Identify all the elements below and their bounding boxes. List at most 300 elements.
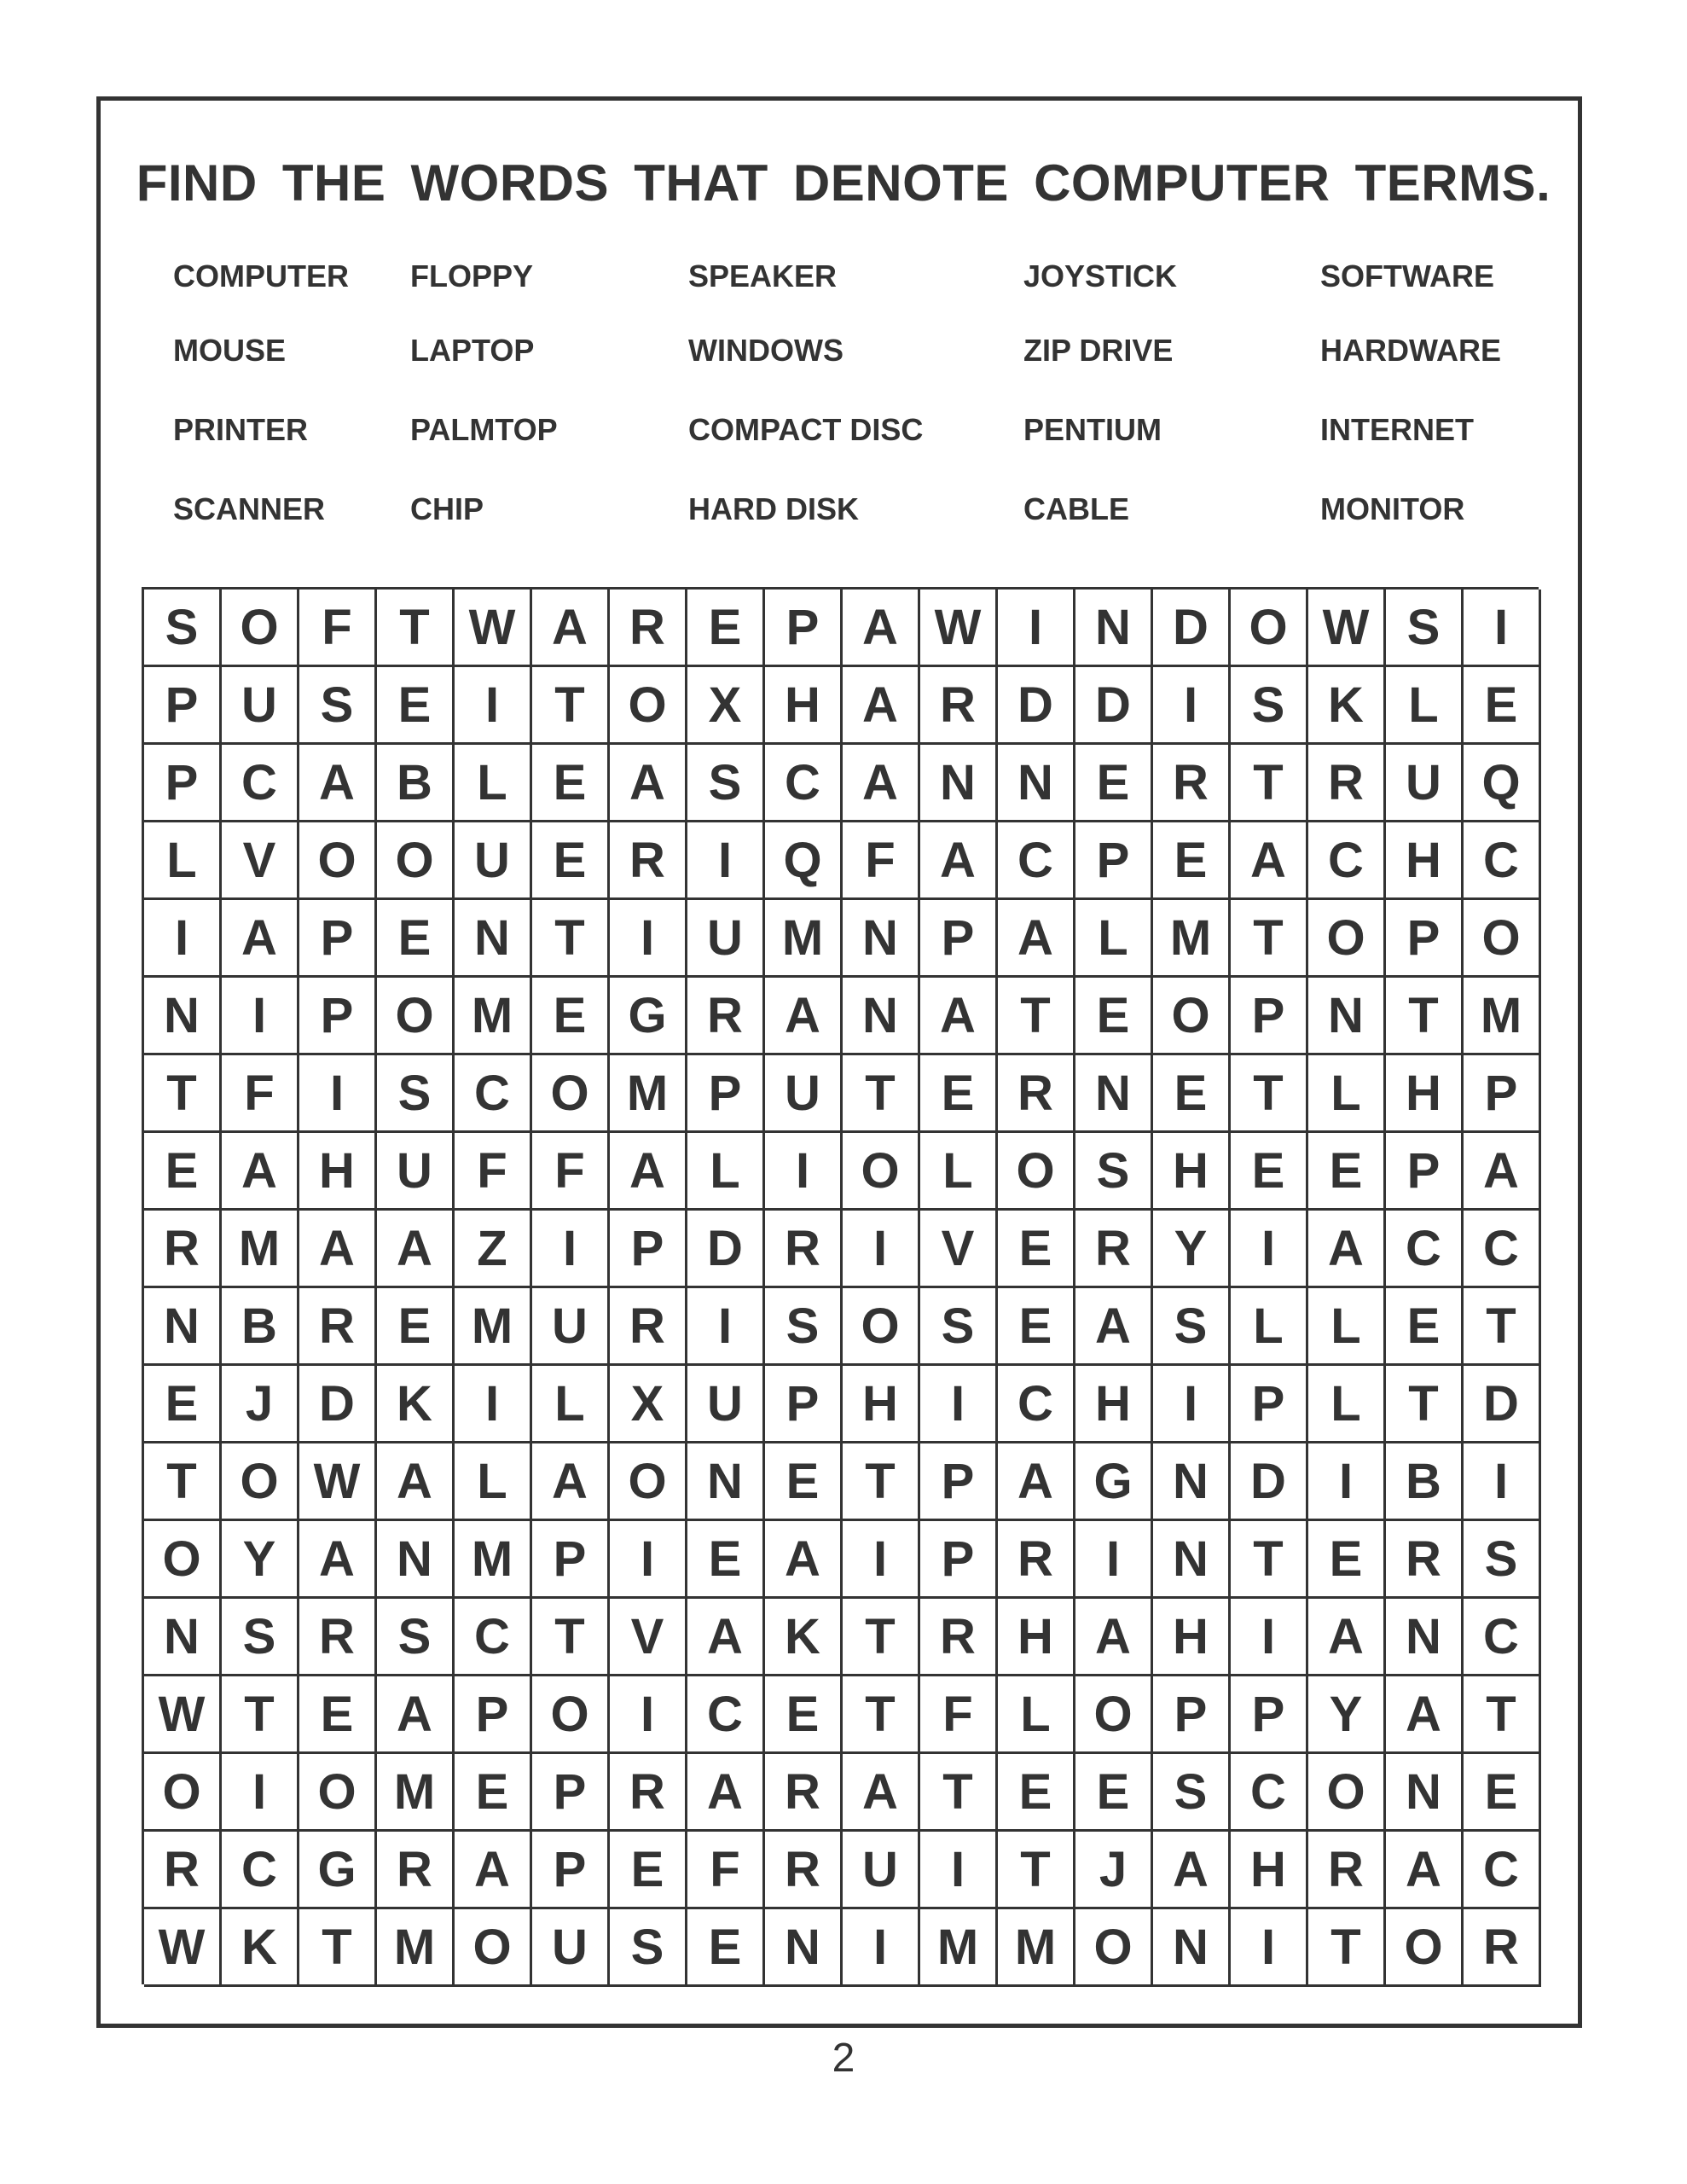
grid-cell: L xyxy=(920,1133,998,1211)
grid-cell: F xyxy=(843,822,920,900)
grid-cell: A xyxy=(687,1599,765,1676)
grid-cell: O xyxy=(144,1521,222,1599)
grid-cell: O xyxy=(843,1133,920,1211)
grid-cell: I xyxy=(610,900,687,978)
grid-cell: N xyxy=(1153,1521,1231,1599)
grid-cell: E xyxy=(920,1055,998,1133)
grid-cell: P xyxy=(1075,822,1153,900)
grid-cell: M xyxy=(455,1521,532,1599)
grid-cell: A xyxy=(843,1754,920,1832)
grid-cell: H xyxy=(299,1133,377,1211)
word-list-item: MOUSE xyxy=(173,333,287,368)
grid-cell: R xyxy=(610,1288,687,1366)
grid-cell: D xyxy=(1231,1443,1308,1521)
word-list-item: PENTIUM xyxy=(1023,412,1162,447)
grid-cell: O xyxy=(610,667,687,745)
grid-cell: A xyxy=(843,590,920,667)
grid-cell: M xyxy=(998,1909,1075,1987)
grid-cell: O xyxy=(222,1443,299,1521)
grid-cell: S xyxy=(377,1055,455,1133)
grid-cell: I xyxy=(843,1521,920,1599)
word-list-item: PALMTOP xyxy=(410,412,558,447)
grid-cell: O xyxy=(843,1288,920,1366)
grid-cell: A xyxy=(377,1211,455,1288)
grid-cell: D xyxy=(1075,667,1153,745)
grid-cell: N xyxy=(843,978,920,1055)
grid-cell: F xyxy=(222,1055,299,1133)
grid-cell: E xyxy=(1231,1133,1308,1211)
grid-cell: N xyxy=(377,1521,455,1599)
word-list-item: SOFTWARE xyxy=(1320,258,1494,293)
grid-cell: A xyxy=(920,822,998,900)
grid-cell: I xyxy=(843,1211,920,1288)
grid-cell: K xyxy=(765,1599,843,1676)
grid-cell: C xyxy=(1464,1211,1541,1288)
grid-cell: A xyxy=(687,1754,765,1832)
grid-cell: I xyxy=(1075,1521,1153,1599)
grid-cell: F xyxy=(532,1133,610,1211)
word-list-item: ZIP DRIVE xyxy=(1023,333,1174,368)
grid-cell: E xyxy=(998,1211,1075,1288)
grid-cell: I xyxy=(1153,667,1231,745)
grid-cell: F xyxy=(687,1832,765,1909)
grid-cell: N xyxy=(1075,590,1153,667)
grid-cell: L xyxy=(1308,1366,1386,1443)
grid-cell: T xyxy=(843,1676,920,1754)
grid-cell: S xyxy=(299,667,377,745)
grid-cell: P xyxy=(765,1366,843,1443)
grid-cell: W xyxy=(1308,590,1386,667)
grid-cell: S xyxy=(222,1599,299,1676)
grid-cell: R xyxy=(1308,1832,1386,1909)
grid-cell: W xyxy=(144,1909,222,1987)
grid-cell: R xyxy=(687,978,765,1055)
grid-cell: R xyxy=(299,1599,377,1676)
grid-cell: P xyxy=(1231,1676,1308,1754)
grid-cell: P xyxy=(920,900,998,978)
grid-cell: F xyxy=(920,1676,998,1754)
grid-cell: O xyxy=(1153,978,1231,1055)
grid-cell: S xyxy=(377,1599,455,1676)
grid-cell: A xyxy=(1386,1832,1464,1909)
grid-cell: P xyxy=(920,1521,998,1599)
grid-cell: E xyxy=(687,590,765,667)
grid-cell: U xyxy=(765,1055,843,1133)
grid-cell: I xyxy=(610,1521,687,1599)
grid-cell: A xyxy=(222,900,299,978)
word-list-item: CHIP xyxy=(410,491,484,526)
grid-cell: I xyxy=(687,1288,765,1366)
grid-cell: V xyxy=(610,1599,687,1676)
grid-cell: T xyxy=(144,1443,222,1521)
page-number: 2 xyxy=(832,2036,855,2081)
grid-cell: L xyxy=(1231,1288,1308,1366)
grid-cell: K xyxy=(222,1909,299,1987)
grid-cell: T xyxy=(144,1055,222,1133)
grid-cell: P xyxy=(687,1055,765,1133)
grid-cell: A xyxy=(532,590,610,667)
grid-cell: O xyxy=(222,590,299,667)
grid-cell: D xyxy=(1464,1366,1541,1443)
grid-cell: Y xyxy=(222,1521,299,1599)
grid-cell: C xyxy=(687,1676,765,1754)
grid-cell: H xyxy=(1153,1133,1231,1211)
grid-cell: L xyxy=(144,822,222,900)
grid-cell: E xyxy=(1153,822,1231,900)
grid-cell: N xyxy=(687,1443,765,1521)
grid-cell: S xyxy=(687,745,765,822)
grid-cell: M xyxy=(455,978,532,1055)
grid-cell: J xyxy=(222,1366,299,1443)
grid-cell: I xyxy=(687,822,765,900)
grid-cell: P xyxy=(455,1676,532,1754)
grid-cell: E xyxy=(144,1366,222,1443)
grid-cell: O xyxy=(377,978,455,1055)
grid-cell: N xyxy=(1153,1443,1231,1521)
grid-cell: R xyxy=(920,667,998,745)
grid-cell: E xyxy=(687,1909,765,1987)
grid-cell: C xyxy=(222,1832,299,1909)
grid-cell: X xyxy=(687,667,765,745)
grid-cell: H xyxy=(1153,1599,1231,1676)
grid-cell: E xyxy=(998,1754,1075,1832)
grid-cell: R xyxy=(144,1832,222,1909)
grid-cell: S xyxy=(1464,1521,1541,1599)
grid-cell: E xyxy=(377,900,455,978)
grid-cell: C xyxy=(998,1366,1075,1443)
grid-cell: P xyxy=(299,900,377,978)
word-list-item: SPEAKER xyxy=(688,258,838,293)
grid-cell: O xyxy=(998,1133,1075,1211)
grid-cell: G xyxy=(1075,1443,1153,1521)
grid-cell: A xyxy=(610,1133,687,1211)
grid-cell: A xyxy=(1075,1288,1153,1366)
grid-cell: A xyxy=(1464,1133,1541,1211)
word-list-item: JOYSTICK xyxy=(1023,258,1178,293)
grid-cell: P xyxy=(299,978,377,1055)
grid-cell: P xyxy=(610,1211,687,1288)
grid-cell: A xyxy=(920,978,998,1055)
grid-cell: A xyxy=(765,978,843,1055)
grid-cell: N xyxy=(144,978,222,1055)
grid-cell: O xyxy=(1075,1909,1153,1987)
grid-cell: Y xyxy=(1308,1676,1386,1754)
grid-cell: W xyxy=(144,1676,222,1754)
grid-cell: N xyxy=(144,1599,222,1676)
grid-cell: A xyxy=(299,1521,377,1599)
grid-cell: T xyxy=(998,978,1075,1055)
grid-cell: O xyxy=(1308,1754,1386,1832)
grid-cell: C xyxy=(455,1599,532,1676)
grid-cell: T xyxy=(532,900,610,978)
grid-cell: P xyxy=(532,1521,610,1599)
grid-cell: I xyxy=(765,1133,843,1211)
grid-cell: P xyxy=(1231,1366,1308,1443)
grid-cell: E xyxy=(1075,978,1153,1055)
grid-cell: B xyxy=(377,745,455,822)
grid-cell: O xyxy=(532,1055,610,1133)
grid-cell: A xyxy=(455,1832,532,1909)
grid-cell: M xyxy=(455,1288,532,1366)
grid-cell: E xyxy=(1464,667,1541,745)
grid-cell: O xyxy=(299,822,377,900)
grid-cell: L xyxy=(1386,667,1464,745)
grid-cell: L xyxy=(532,1366,610,1443)
grid-cell: H xyxy=(1231,1832,1308,1909)
grid-cell: P xyxy=(1231,978,1308,1055)
grid-cell: A xyxy=(1231,822,1308,900)
grid-cell: I xyxy=(920,1366,998,1443)
grid-cell: P xyxy=(1464,1055,1541,1133)
grid-cell: L xyxy=(455,745,532,822)
grid-cell: T xyxy=(1464,1288,1541,1366)
grid-cell: I xyxy=(1308,1443,1386,1521)
grid-cell: I xyxy=(1153,1366,1231,1443)
grid-cell: N xyxy=(1386,1599,1464,1676)
grid-cell: S xyxy=(610,1909,687,1987)
grid-cell: O xyxy=(1386,1909,1464,1987)
grid-cell: Q xyxy=(765,822,843,900)
grid-cell: U xyxy=(843,1832,920,1909)
grid-cell: Q xyxy=(1464,745,1541,822)
grid-cell: U xyxy=(222,667,299,745)
grid-cell: B xyxy=(1386,1443,1464,1521)
grid-cell: G xyxy=(610,978,687,1055)
grid-cell: E xyxy=(1308,1133,1386,1211)
grid-cell: M xyxy=(920,1909,998,1987)
grid-cell: S xyxy=(765,1288,843,1366)
word-list-item: MONITOR xyxy=(1320,491,1465,526)
grid-cell: C xyxy=(455,1055,532,1133)
grid-cell: A xyxy=(1386,1676,1464,1754)
word-list-item: LAPTOP xyxy=(410,333,535,368)
grid-cell: T xyxy=(1386,1366,1464,1443)
grid-cell: M xyxy=(222,1211,299,1288)
grid-cell: I xyxy=(299,1055,377,1133)
grid-cell: L xyxy=(1308,1288,1386,1366)
grid-cell: T xyxy=(998,1832,1075,1909)
grid-cell: O xyxy=(1464,900,1541,978)
grid-cell: R xyxy=(610,822,687,900)
grid-cell: U xyxy=(687,1366,765,1443)
grid-cell: I xyxy=(455,1366,532,1443)
grid-cell: I xyxy=(1231,1599,1308,1676)
grid-cell: R xyxy=(998,1521,1075,1599)
grid-cell: E xyxy=(144,1133,222,1211)
grid-cell: J xyxy=(1075,1832,1153,1909)
grid-cell: T xyxy=(222,1676,299,1754)
grid-cell: O xyxy=(532,1676,610,1754)
grid-cell: A xyxy=(843,745,920,822)
grid-cell: S xyxy=(1386,590,1464,667)
grid-cell: A xyxy=(532,1443,610,1521)
grid-cell: O xyxy=(610,1443,687,1521)
word-list-item: INTERNET xyxy=(1320,412,1474,447)
grid-cell: E xyxy=(455,1754,532,1832)
grid-cell: P xyxy=(920,1443,998,1521)
grid-cell: X xyxy=(610,1366,687,1443)
grid-cell: I xyxy=(222,1754,299,1832)
grid-cell: H xyxy=(1386,822,1464,900)
grid-cell: U xyxy=(532,1909,610,1987)
grid-cell: G xyxy=(299,1832,377,1909)
grid-cell: C xyxy=(998,822,1075,900)
grid-cell: P xyxy=(1153,1676,1231,1754)
grid-cell: L xyxy=(998,1676,1075,1754)
grid-cell: P xyxy=(532,1832,610,1909)
grid-cell: I xyxy=(998,590,1075,667)
grid-cell: M xyxy=(1464,978,1541,1055)
grid-cell: F xyxy=(455,1133,532,1211)
grid-cell: P xyxy=(144,745,222,822)
grid-cell: E xyxy=(1386,1288,1464,1366)
grid-cell: R xyxy=(1464,1909,1541,1987)
grid-cell: T xyxy=(843,1599,920,1676)
grid-cell: H xyxy=(843,1366,920,1443)
grid-cell: R xyxy=(1308,745,1386,822)
grid-cell: A xyxy=(299,1211,377,1288)
grid-cell: H xyxy=(765,667,843,745)
grid-cell: E xyxy=(299,1676,377,1754)
grid-cell: I xyxy=(1464,590,1541,667)
grid-cell: A xyxy=(377,1676,455,1754)
grid-cell: Y xyxy=(1153,1211,1231,1288)
grid-cell: T xyxy=(377,590,455,667)
grid-cell: T xyxy=(843,1055,920,1133)
grid-cell: N xyxy=(843,900,920,978)
grid-cell: M xyxy=(377,1909,455,1987)
grid-cell: R xyxy=(765,1211,843,1288)
grid-cell: R xyxy=(144,1211,222,1288)
grid-cell: O xyxy=(299,1754,377,1832)
grid-cell: T xyxy=(920,1754,998,1832)
grid-cell: L xyxy=(1308,1055,1386,1133)
grid-cell: M xyxy=(765,900,843,978)
grid-cell: R xyxy=(765,1754,843,1832)
grid-cell: D xyxy=(687,1211,765,1288)
grid-cell: R xyxy=(765,1832,843,1909)
word-list-item: COMPUTER xyxy=(173,258,349,293)
grid-cell: U xyxy=(1386,745,1464,822)
grid-cell: T xyxy=(843,1443,920,1521)
grid-cell: E xyxy=(765,1676,843,1754)
grid-cell: S xyxy=(1075,1133,1153,1211)
grid-cell: E xyxy=(532,822,610,900)
word-list-item: WINDOWS xyxy=(688,333,844,368)
grid-cell: E xyxy=(1153,1055,1231,1133)
grid-cell: P xyxy=(144,667,222,745)
grid-cell: I xyxy=(532,1211,610,1288)
grid-cell: N xyxy=(1386,1754,1464,1832)
grid-cell: N xyxy=(1075,1055,1153,1133)
grid-cell: K xyxy=(377,1366,455,1443)
grid-cell: W xyxy=(455,590,532,667)
grid-cell: C xyxy=(1464,1832,1541,1909)
grid-cell: A xyxy=(1153,1832,1231,1909)
grid-cell: D xyxy=(998,667,1075,745)
grid-cell: E xyxy=(532,978,610,1055)
grid-cell: A xyxy=(299,745,377,822)
grid-cell: T xyxy=(532,1599,610,1676)
grid-cell: E xyxy=(1075,1754,1153,1832)
grid-cell: U xyxy=(455,822,532,900)
grid-cell: M xyxy=(610,1055,687,1133)
grid-cell: I xyxy=(455,667,532,745)
grid-cell: C xyxy=(765,745,843,822)
grid-cell: C xyxy=(1231,1754,1308,1832)
grid-cell: N xyxy=(455,900,532,978)
word-list-item: HARD DISK xyxy=(688,491,860,526)
grid-cell: S xyxy=(920,1288,998,1366)
grid-cell: A xyxy=(1308,1211,1386,1288)
grid-cell: N xyxy=(1153,1909,1231,1987)
grid-cell: S xyxy=(144,590,222,667)
grid-cell: A xyxy=(843,667,920,745)
grid-cell: R xyxy=(1386,1521,1464,1599)
grid-cell: T xyxy=(1231,900,1308,978)
grid-cell: C xyxy=(1308,822,1386,900)
grid-cell: A xyxy=(222,1133,299,1211)
page-title: FIND THE WORDS THAT DENOTE COMPUTER TERMS. xyxy=(136,154,1551,212)
grid-cell: S xyxy=(1153,1754,1231,1832)
grid-cell: M xyxy=(1153,900,1231,978)
grid-cell: W xyxy=(920,590,998,667)
word-list-item: PRINTER xyxy=(173,412,309,447)
grid-cell: P xyxy=(765,590,843,667)
grid-cell: R xyxy=(610,590,687,667)
grid-cell: I xyxy=(222,978,299,1055)
grid-cell: E xyxy=(1464,1754,1541,1832)
grid-cell: E xyxy=(765,1443,843,1521)
grid-cell: I xyxy=(1231,1211,1308,1288)
grid-cell: R xyxy=(920,1599,998,1676)
grid-cell: U xyxy=(377,1133,455,1211)
grid-cell: O xyxy=(1308,900,1386,978)
grid-cell: N xyxy=(765,1909,843,1987)
grid-cell: D xyxy=(299,1366,377,1443)
grid-cell: I xyxy=(843,1909,920,1987)
grid-cell: E xyxy=(687,1521,765,1599)
word-list-item: CABLE xyxy=(1023,491,1129,526)
grid-cell: C xyxy=(1464,1599,1541,1676)
grid-cell: R xyxy=(299,1288,377,1366)
grid-cell: H xyxy=(998,1599,1075,1676)
grid-cell: I xyxy=(920,1832,998,1909)
grid-cell: E xyxy=(532,745,610,822)
grid-cell: N xyxy=(998,745,1075,822)
grid-cell: C xyxy=(1464,822,1541,900)
grid-cell: R xyxy=(1153,745,1231,822)
grid-cell: E xyxy=(998,1288,1075,1366)
grid-cell: P xyxy=(1386,900,1464,978)
grid-cell: O xyxy=(1231,590,1308,667)
grid-cell: A xyxy=(1075,1599,1153,1676)
grid-cell: Z xyxy=(455,1211,532,1288)
grid-cell: O xyxy=(1075,1676,1153,1754)
grid-cell: T xyxy=(1231,1521,1308,1599)
grid-cell: O xyxy=(144,1754,222,1832)
grid-cell: I xyxy=(1464,1443,1541,1521)
word-list-item: COMPACT DISC xyxy=(688,412,924,447)
grid-cell: U xyxy=(687,900,765,978)
grid-cell: C xyxy=(1386,1211,1464,1288)
grid-cell: F xyxy=(299,590,377,667)
grid-cell: V xyxy=(920,1211,998,1288)
grid-cell: U xyxy=(532,1288,610,1366)
grid-cell: T xyxy=(299,1909,377,1987)
grid-cell: O xyxy=(377,822,455,900)
grid-cell: S xyxy=(1153,1288,1231,1366)
